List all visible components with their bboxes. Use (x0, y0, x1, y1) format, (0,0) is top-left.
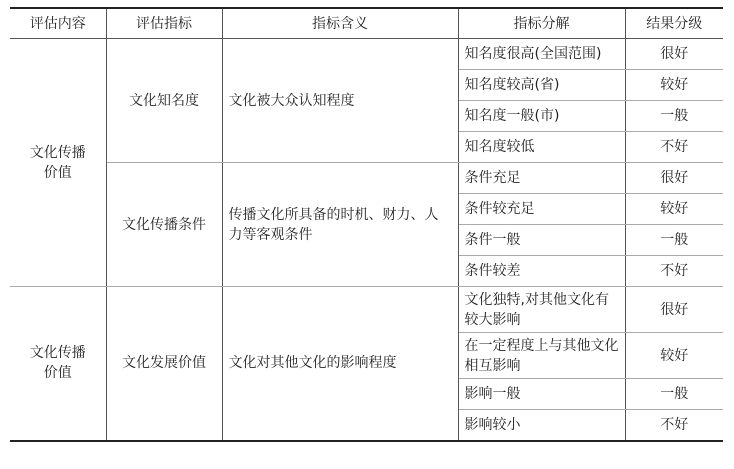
evaluation-content-cell (10, 287, 106, 441)
breakdown-cell: 条件充足 (458, 163, 625, 194)
breakdown-cell: 知名度很高(全国范围) (458, 39, 625, 70)
grade-cell: 很好 (625, 163, 723, 194)
grade-cell: 不好 (625, 132, 723, 163)
indicator-meaning-cell: 传播文化所具备的时机、财力、人力等客观条件 (222, 163, 458, 287)
grade-cell: 一般 (625, 225, 723, 256)
breakdown-cell: 条件较充足 (458, 194, 625, 225)
grade-cell: 很好 (625, 287, 723, 333)
header-evaluation-indicator: 评估指标 (106, 8, 222, 39)
breakdown-cell: 条件较差 (458, 256, 625, 287)
indicator-meaning-cell: 文化被大众认知程度 (222, 39, 458, 163)
breakdown-cell: 知名度一般(市) (458, 101, 625, 132)
breakdown-cell: 条件一般 (458, 225, 625, 256)
breakdown-cell: 知名度较高(省) (458, 70, 625, 101)
table-row (10, 287, 723, 333)
grade-cell: 一般 (625, 379, 723, 410)
evaluation-content-text: 文化传播 价值 (29, 144, 86, 181)
grade-cell: 较好 (625, 194, 723, 225)
grade-cell: 很好 (625, 39, 723, 70)
header-result-grade: 结果分级 (625, 8, 723, 39)
breakdown-cell: 影响较小 (458, 410, 625, 441)
header-indicator-breakdown: 指标分解 (458, 8, 625, 39)
header-indicator-meaning: 指标含义 (222, 8, 458, 39)
breakdown-cell: 在一定程度上与其他文化相互影响 (458, 333, 625, 379)
evaluation-content-cell (10, 39, 106, 287)
table-row (10, 163, 723, 194)
evaluation-content-text: 文化传播 价值 (29, 345, 86, 382)
evaluation-table (10, 7, 723, 442)
grade-cell: 较好 (625, 333, 723, 379)
indicator-meaning-cell: 文化对其他文化的影响程度 (222, 287, 458, 441)
grade-cell: 不好 (625, 410, 723, 441)
grade-cell: 一般 (625, 101, 723, 132)
grade-cell: 不好 (625, 256, 723, 287)
breakdown-cell: 文化独特,对其他文化有较大影响 (458, 287, 625, 333)
indicator-name-cell: 文化传播条件 (106, 163, 222, 287)
table-row (10, 39, 723, 70)
header-evaluation-content: 评估内容 (10, 8, 106, 39)
indicator-name-cell: 文化发展价值 (106, 287, 222, 441)
breakdown-cell: 知名度较低 (458, 132, 625, 163)
indicator-name-cell: 文化知名度 (106, 39, 222, 163)
grade-cell: 较好 (625, 70, 723, 101)
breakdown-cell: 影响一般 (458, 379, 625, 410)
header-row (10, 8, 723, 39)
